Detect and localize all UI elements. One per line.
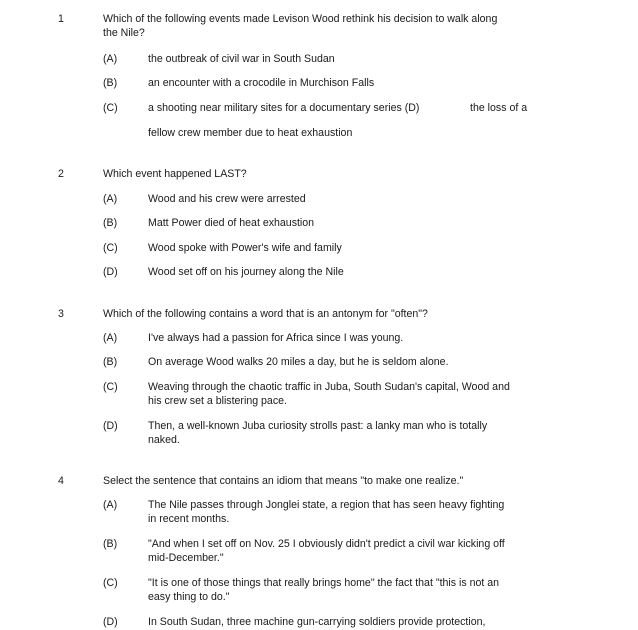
question-number: 2 bbox=[58, 168, 64, 180]
option-letter: (B) bbox=[103, 356, 118, 368]
option-text: "And when I set off on Nov. 25 I obviously didn't predict a civil war kicking off bbox=[148, 538, 505, 550]
option-text: an encounter with a crocodile in Murchison Falls bbox=[148, 77, 375, 89]
option-text: Wood and his crew were arrested bbox=[148, 193, 306, 205]
option-letter: (C) bbox=[103, 242, 118, 254]
option-letter: (A) bbox=[103, 53, 118, 65]
option-letter: (A) bbox=[103, 193, 118, 205]
option-letter: (A) bbox=[103, 499, 118, 511]
option-text: mid-December." bbox=[148, 552, 224, 564]
option-text: naked. bbox=[148, 434, 180, 446]
option-letter: (D) bbox=[103, 420, 118, 432]
option-text: "It is one of those things that really brings home" the fact that "this is not an bbox=[148, 577, 500, 589]
option-letter: (C) bbox=[103, 577, 118, 589]
question-number: 4 bbox=[58, 475, 64, 487]
option-text: Wood set off on his journey along the Nile bbox=[148, 266, 344, 278]
question-number: 1 bbox=[58, 13, 64, 25]
option-text: fellow crew member due to heat exhaustion bbox=[148, 127, 353, 139]
option-letter: (D) bbox=[103, 266, 118, 278]
option-letter: (B) bbox=[103, 77, 118, 89]
option-text: his crew set a blistering pace. bbox=[148, 395, 287, 407]
question-stem-line: Select the sentence that contains an idiom that means "to make one realize." bbox=[103, 475, 464, 487]
option-text: the loss of a bbox=[470, 102, 528, 114]
option-text: a shooting near military sites for a documentary series (D) bbox=[148, 102, 420, 114]
option-text: Matt Power died of heat exhaustion bbox=[148, 217, 315, 229]
option-text: the outbreak of civil war in South Sudan bbox=[148, 53, 335, 65]
option-letter: (B) bbox=[103, 217, 118, 229]
question-stem-line: Which of the following events made Levison Wood rethink his decision to walk along bbox=[103, 13, 498, 25]
option-letter: (B) bbox=[103, 538, 118, 550]
option-letter: (D) bbox=[103, 616, 118, 628]
option-text: easy thing to do." bbox=[148, 591, 230, 603]
option-text: In South Sudan, three machine gun-carrying soldiers provide protection, bbox=[148, 616, 486, 628]
option-text: in recent months. bbox=[148, 513, 230, 525]
question-stem-line: Which event happened LAST? bbox=[103, 168, 247, 180]
question-number: 3 bbox=[58, 308, 64, 320]
question-stem-line: the Nile? bbox=[103, 27, 145, 39]
option-text: On average Wood walks 20 miles a day, but he is seldom alone. bbox=[148, 356, 449, 368]
option-letter: (C) bbox=[103, 381, 118, 393]
option-text: The Nile passes through Jonglei state, a region that has seen heavy fighting bbox=[148, 499, 505, 511]
option-text: Weaving through the chaotic traffic in Juba, South Sudan's capital, Wood and bbox=[148, 381, 510, 393]
question-stem-line: Which of the following contains a word that is an antonym for "often"? bbox=[103, 308, 428, 320]
option-letter: (C) bbox=[103, 102, 118, 114]
option-text: Then, a well-known Juba curiosity strolls past: a lanky man who is totally bbox=[148, 420, 488, 432]
option-text: Wood spoke with Power's wife and family bbox=[148, 242, 342, 254]
option-text: I've always had a passion for Africa since I was young. bbox=[148, 332, 404, 344]
option-letter: (A) bbox=[103, 332, 118, 344]
